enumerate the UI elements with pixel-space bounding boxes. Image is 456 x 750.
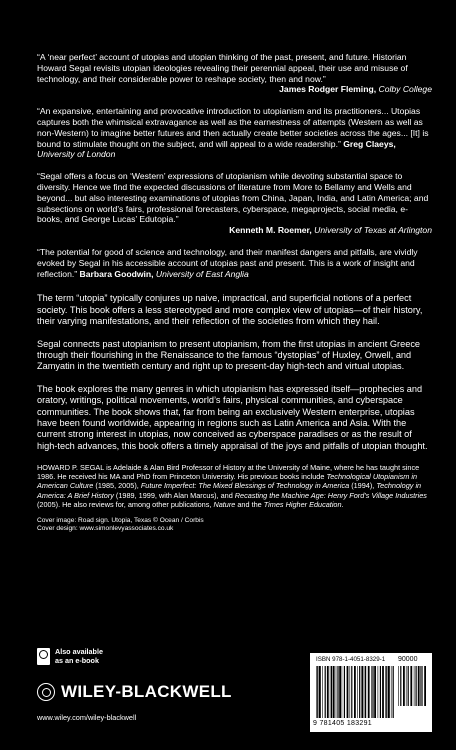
- back-cover-text: [37, 52, 432, 533]
- publisher-logo: [37, 682, 232, 702]
- bio-text: .: [341, 499, 344, 509]
- review-3: [37, 171, 432, 236]
- cover-design-credit: Cover design: www.simonlevyassociates.co.uk: [37, 524, 174, 532]
- review-quote: “An expansive, entertaining and provocative introduction to utopianism and its practitioners... Utopias captures both the whimsical extravagance as well as the earnestness of attempts (Western as well as non-Western) to imagine better futures and then actually create better societies across the ages... [It] is bound to stimulate thought on the subject, and will appeal to a wide readership.”: [37, 106, 429, 149]
- barcode: [310, 653, 432, 732]
- cover-image-credit: Cover image: Road sign. Utopia, Texas © Ocean / Corbis: [37, 516, 204, 524]
- review-quote: “A ‘near perfect’ account of utopias and utopian thinking of the past, present, and future. Historian Howard Segal revisits utopian ideologies revealing their perennial appeal, their use and misuse of technology, and their considerable power to reshape society, then and now.”: [37, 52, 408, 84]
- book-title: Technology in America: A Brief History: [37, 481, 422, 500]
- bio-text: is Adelaide & Alan Bird Professor of History at the University of Maine, where he has taught since 1986. He received his MA and PhD from Princeton University. His previous books include: [37, 463, 420, 482]
- reviewer-affiliation: University of Texas at Arlington: [314, 225, 432, 236]
- author-bio: [37, 463, 432, 508]
- reviewer-name: Barbara Goodwin,: [79, 268, 154, 279]
- reviewer-affiliation: University of East Anglia: [155, 268, 249, 279]
- book-description: [37, 293, 432, 452]
- bio-text: (1994),: [349, 481, 377, 491]
- publication-title: Nature: [213, 499, 236, 509]
- book-title: Future Imperfect: The Mixed Blessings of Technology in America: [140, 481, 350, 491]
- bio-text: (1985, 2005),: [93, 481, 141, 491]
- review-2: [37, 106, 432, 160]
- publication-title: Times Higher Education: [263, 499, 342, 509]
- description-paragraph-2: Segal connects past utopianism to present utopianism, from the first utopias in ancient Greece through their flourishing in the Renaissance to the famous “dystopias” of Huxley, Orwell, and Zamyatin in the twentieth century and right up to present-day high-tech and virtual utopias.: [37, 338, 421, 372]
- ebook-line-2: as an e-book: [55, 655, 99, 665]
- bio-text: (2005). He also reviews for, among other publications,: [37, 499, 214, 509]
- reviewer-affiliation: Colby College: [378, 84, 432, 95]
- book-title: Technological Utopianism in American Culture: [37, 472, 418, 491]
- author-name: HOWARD P. SEGAL: [37, 463, 105, 473]
- reviews: [37, 52, 432, 279]
- barcode-addon-bars: [398, 666, 426, 706]
- description-paragraph-1: The term “utopia” typically conjures up naive, impractical, and superficial notions of a perfect society. This book offers a less stereotyped and more complex view of utopias—of their history, their varying manifestations, and their reflection of the societies from which they hail.: [37, 293, 423, 327]
- reviewer-name: James Rodger Fleming,: [279, 84, 377, 95]
- reviewer-name: Kenneth M. Roemer,: [229, 225, 312, 236]
- ebook-icon: [37, 648, 50, 665]
- review-quote: “Segal offers a focus on ‘Western’ expressions of utopianism while devoting substantial space to diversity. Hence we find the expected discussions of literature from More to Bellamy and Wells and beyond... but also interesting examinations of utopias from China, Japan, India, and Latin America; and subsections on world’s fairs, professional forecasters, cyberspace, megaprojects, social media, e-books, and George Lucas’ Edutopia.”: [37, 171, 429, 225]
- book-title: Recasting the Machine Age: Henry Ford’s Village Industries: [234, 490, 427, 500]
- isbn-label: ISBN 978-1-4051-8329-1: [316, 656, 386, 663]
- reviewer-name: Greg Claeys,: [343, 138, 396, 149]
- review-4: [37, 247, 432, 279]
- wiley-seal-icon: [37, 683, 55, 701]
- bio-text: and the: [235, 499, 264, 509]
- bio-text: (1989, 1999, with Alan Marcus), and: [113, 490, 235, 500]
- publisher-name: WILEY-BLACKWELL: [61, 682, 232, 701]
- reviewer-affiliation: University of London: [37, 149, 116, 160]
- ebook-notice: [37, 648, 103, 665]
- barcode-addon-digits: 90000: [398, 656, 418, 663]
- ebook-line-1: Also available: [55, 647, 103, 656]
- description-paragraph-3: The book explores the many genres in which utopianism has expressed itself—prophecies and oratory, writings, political movements, world’s fairs, physical communities, and cyberspace communities. The book shows that, far from being an exclusively Western enterprise, utopias have been found worldwide, appearing in regions such as Latin America and Asia. With the current strong interest in utopias, now conceived as cyberspace paradises or as the result of high-tech advances, this book offers a timely appraisal of the joys and pitfalls of utopian thought.: [37, 383, 428, 451]
- review-1: [37, 52, 432, 95]
- review-quote: “The potential for good of science and technology, and their manifest dangers and pitfalls, are vividly evoked by Segal in his accessible account of utopias past and present. This is a work of insight and reflection.”: [37, 246, 418, 279]
- barcode-digits: 9 781405 183291: [313, 720, 372, 727]
- publisher-url: www.wiley.com/wiley-blackwell: [37, 713, 137, 722]
- barcode-bars: [316, 666, 394, 718]
- cover-credits: [37, 517, 432, 534]
